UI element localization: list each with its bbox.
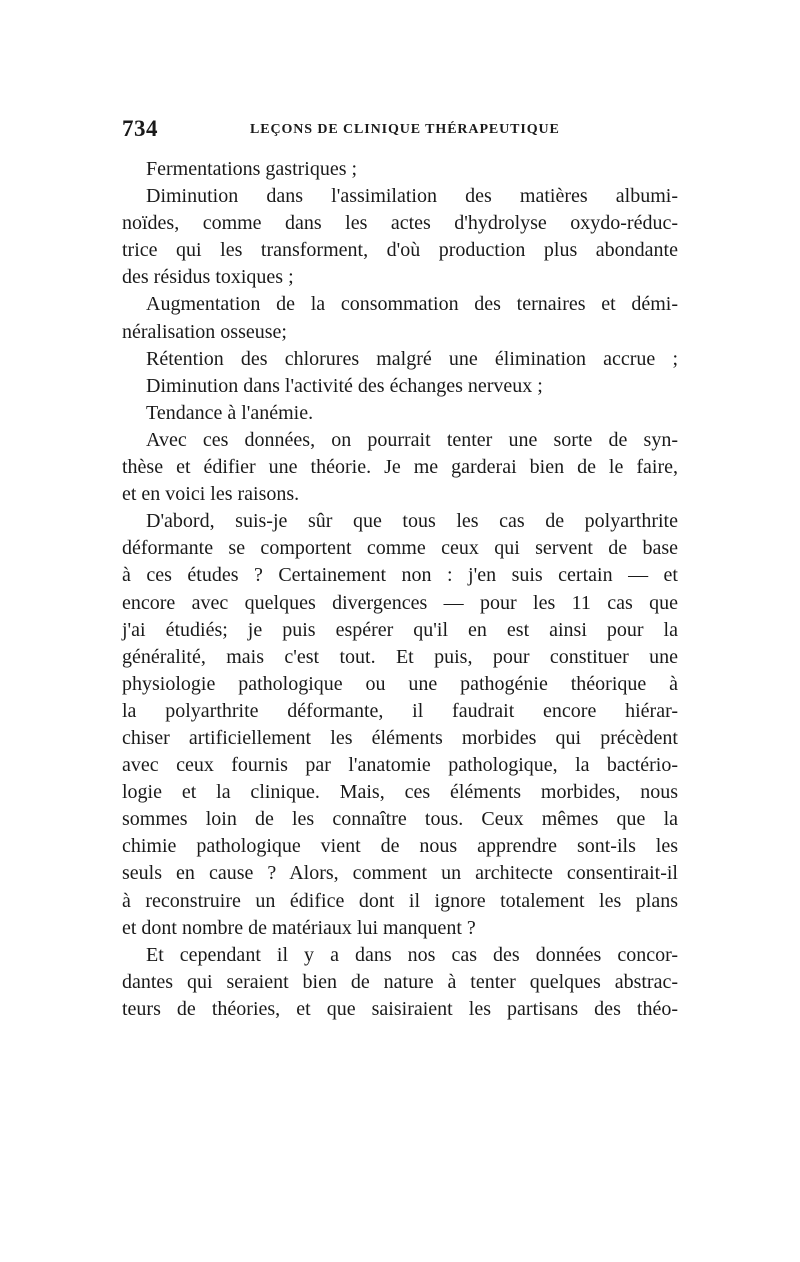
body-text — [122, 156, 678, 1023]
text-line: néralisation osseuse; — [122, 320, 287, 343]
text-line: à ces études ? Certainement non : j'en suis certain — et — [122, 564, 678, 587]
text-line: et dont nombre de matériaux lui manquent ? — [122, 916, 476, 939]
text-line: Fermentations gastriques ; — [146, 158, 358, 180]
text-line: logie et la clinique. Mais, ces éléments morbides, nous — [122, 781, 678, 804]
text-line: dantes qui seraient bien de nature à tenter quelques abstrac- — [122, 970, 678, 993]
text-line: D'abord, suis-je sûr que tous les cas de polyarthrite — [146, 510, 678, 533]
text-line: à reconstruire un édifice dont il ignore totalement les plans — [122, 889, 678, 912]
text-line: des résidus toxiques ; — [122, 266, 294, 289]
text-line: Tendance à l'anémie. — [146, 401, 314, 424]
text-line: chimie pathologique vient de nous apprendre sont-ils les — [122, 835, 678, 858]
running-head — [122, 116, 678, 146]
text-line: avec ceux fournis par l'anatomie pathologique, la bactério- — [122, 754, 678, 777]
text-line: généralité, mais c'est tout. Et puis, pour constituer une — [122, 645, 678, 668]
text-line: Et cependant il y a dans nos cas des données concor- — [146, 943, 678, 966]
page-number: 734 — [122, 116, 158, 141]
running-title: LEÇONS DE CLINIQUE THÉRAPEUTIQUE — [250, 122, 560, 137]
text-line: Diminution dans l'activité des échanges nerveux ; — [146, 374, 543, 397]
text-line: trice qui les transforment, d'où production plus abondante — [122, 239, 678, 262]
text-line: et en voici les raisons. — [122, 483, 300, 506]
text-line: physiologie pathologique ou une pathogénie théorique à — [122, 672, 678, 695]
text-line: Augmentation de la consommation des ternaires et démi- — [146, 293, 678, 316]
text-line: Diminution dans l'assimilation des matières albumi- — [146, 185, 678, 208]
text-line: teurs de théories, et que saisiraient les partisans des théo- — [122, 997, 678, 1020]
text-line: sommes loin de les connaître tous. Ceux mêmes que la — [122, 808, 678, 831]
text-line: j'ai étudiés; je puis espérer qu'il en est ainsi pour la — [122, 618, 678, 641]
text-line: déformante se comportent comme ceux qui servent de base — [122, 537, 678, 560]
text-line: Rétention des chlorures malgré une élimination accrue ; — [146, 347, 678, 370]
text-line: chiser artificiellement les éléments morbides qui précèdent — [122, 726, 678, 749]
text-line: la polyarthrite déformante, il faudrait encore hiérar- — [122, 699, 678, 722]
text-line: thèse et édifier une théorie. Je me garderai bien de le faire, — [122, 456, 678, 479]
text-line: Avec ces données, on pourrait tenter une sorte de syn- — [146, 428, 678, 451]
text-line: encore avec quelques divergences — pour les 11 cas que — [122, 591, 678, 614]
text-line: noïdes, comme dans les actes d'hydrolyse oxydo-réduc- — [122, 212, 678, 235]
text-line: seuls en cause ? Alors, comment un architecte consentirait-il — [122, 862, 678, 885]
